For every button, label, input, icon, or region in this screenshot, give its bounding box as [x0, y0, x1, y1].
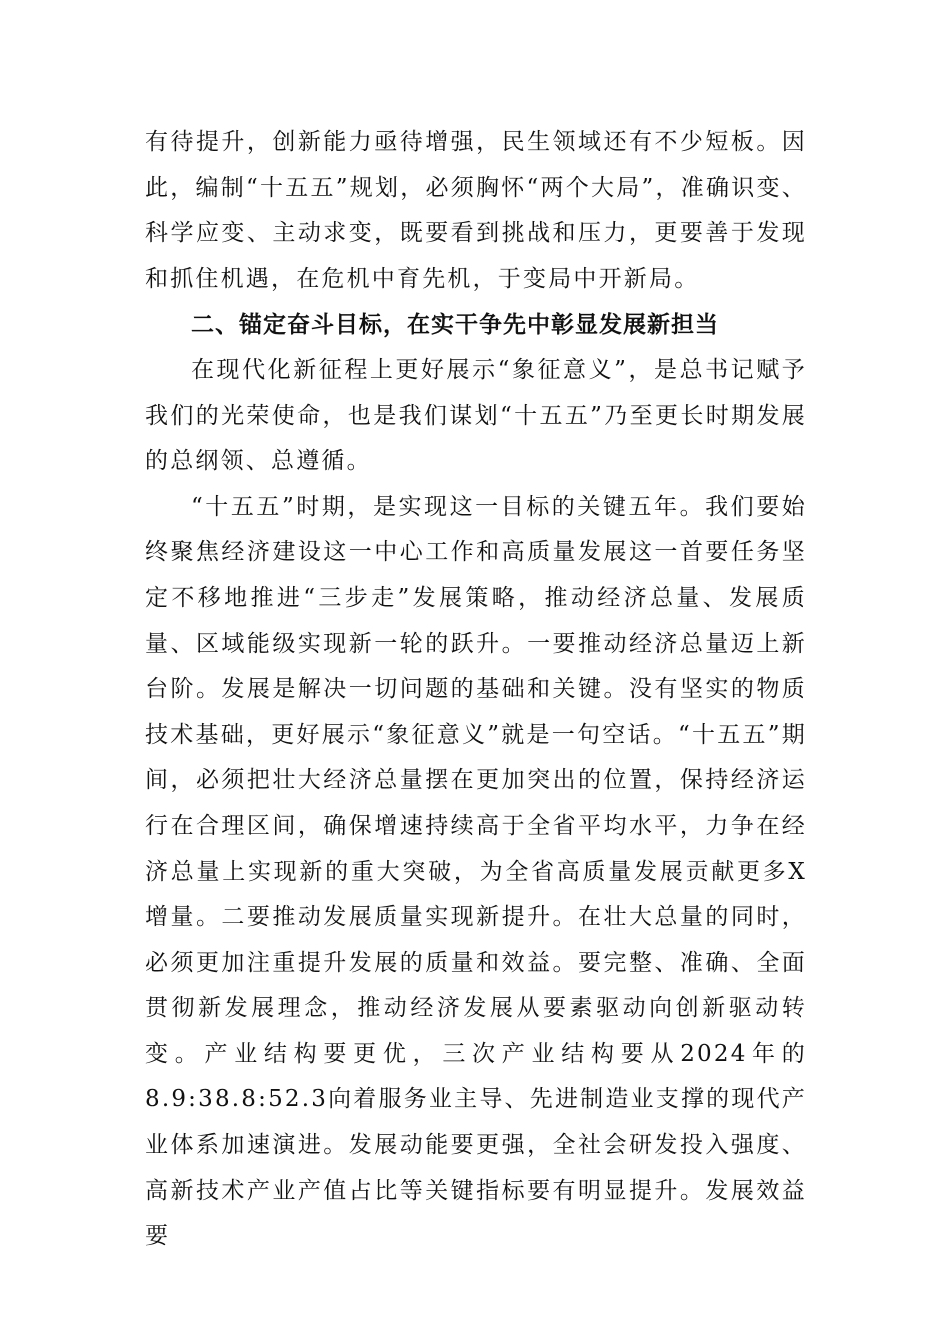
section-heading: 二、锚定奋斗目标，在实干争先中彰显发展新担当	[191, 311, 719, 339]
paragraph-mission: 在现代化新征程上更好展示“象征意义”，是总书记赋予我们的光荣使命，也是我们谋划“十五五”乃至更长时期发展的总纲领、总遵循。	[145, 356, 807, 475]
document-body	[145, 120, 807, 1260]
paragraph-goals: “十五五”时期，是实现这一目标的关键五年。我们要始终聚焦经济建设这一中心工作和高质量发展这一首要任务坚定不移地推进“三步走”发展策略，推动经济总量、发展质量、区域能级实现新一轮的跃升。一要推动经济总量迈上新台阶。发展是解决一切问题的基础和关键。没有坚实的物质技术基础，更好展示“象征意义”就是一句空话。“十五五”期间，必须把壮大经济总量摆在更加突出的位置，保持经济运行在合理区间，确保增速持续高于全省平均水平，力争在经济总量上实现新的重大突破，为全省高质量发展贡献更多X增量。二要推动发展质量实现新提升。在壮大总量的同时，必须更加注重提升发展的质量和效益。要完整、准确、全面贯彻新发展理念，推动经济发展从要素驱动向创新驱动转变。产业结构要更优，三次产业结构要从2024年的8.9:38.8:52.3向着服务业主导、先进制造业支撑的现代产业体系加速演进。发展动能要更强，全社会研发投入强度、高新技术产业产值占比等关键指标要有明显提升。发展效益要	[145, 493, 807, 1250]
paragraph-continuation: 有待提升，创新能力亟待增强，民生领域还有不少短板。因此，编制“十五五”规划，必须胸怀“两个大局”，准确识变、科学应变、主动求变，既要看到挑战和压力，更要善于发现和抓住机遇，在危机中育先机，于变局中开新局。	[145, 129, 807, 292]
